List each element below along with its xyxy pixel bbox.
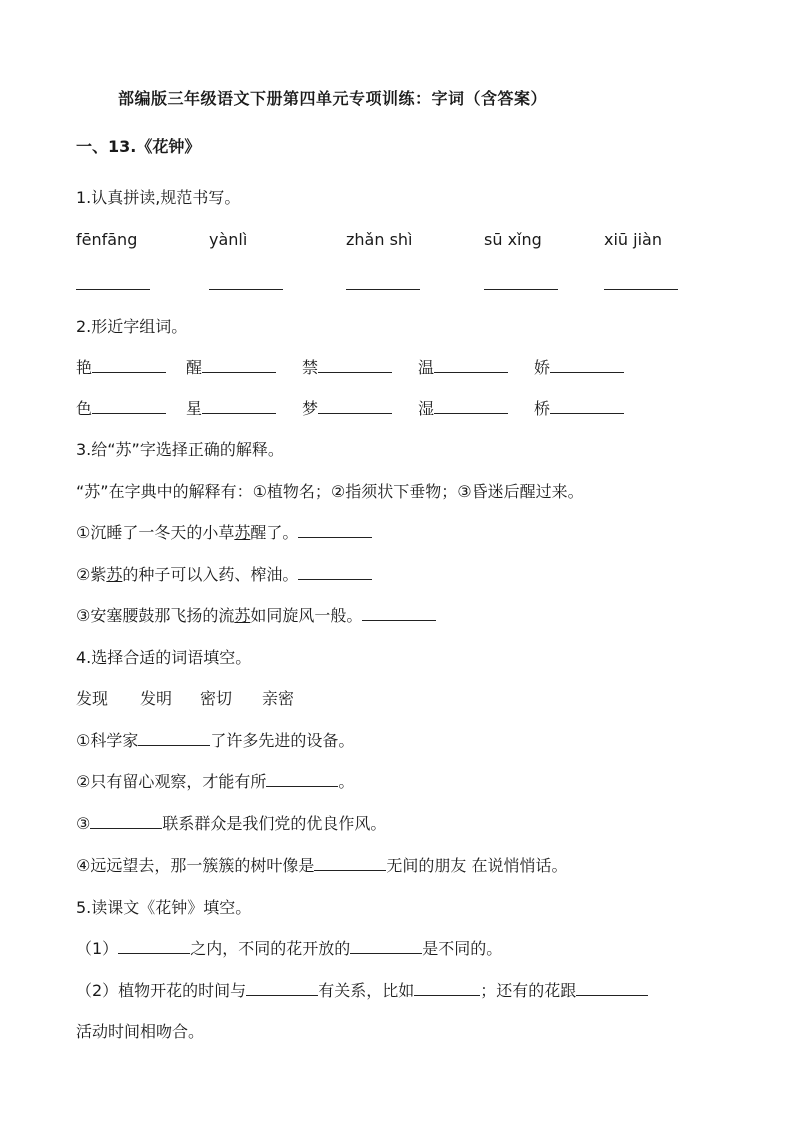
q4-sentence-2: ②只有留心观察，才能有所 。 [76,772,355,791]
q4-sentence-3: ③ 联系群众是我们党的优良作风。 [76,814,387,833]
char-item: 星 [186,398,276,420]
word-option: 发明 [140,689,173,708]
pinyin-item: fēnfāng [76,230,138,249]
q5-part-2: （2）植物开花的时间与 有关系，比如 ；还有的花跟 [76,980,648,1002]
answer-blank[interactable] [202,357,276,373]
word-option: 发现 [76,689,109,708]
answer-blank[interactable] [362,605,436,621]
char-item: 桥 [534,398,624,420]
answer-blank[interactable] [76,274,150,290]
char-item: 娇 [534,357,624,379]
pinyin-item: sū xǐng [484,230,542,249]
word-option: 密切 [200,689,233,708]
char-item: 梦 [302,398,392,420]
answer-blank[interactable] [90,813,162,829]
q5-heading: 5.读课文《花钟》填空。 [76,898,252,917]
q3-item-3: ③安塞腰鼓那飞扬的流苏如同旋风一般。 [76,605,436,627]
answer-blank[interactable] [92,357,166,373]
answer-blank[interactable] [350,938,422,954]
char-item: 湿 [418,398,508,420]
answer-blank[interactable] [118,938,190,954]
answer-blank[interactable] [209,274,283,290]
word-option: 亲密 [262,689,295,708]
q1-answer-row [0,274,794,296]
q5-part-1: （1） 之内，不同的花开放的 是不同的。 [76,939,503,958]
q3-item-1: ①沉睡了一冬天的小草苏醒了。 [76,522,372,544]
char-item: 禁 [302,357,392,379]
pinyin-item: yànlì [209,230,248,249]
q1-pinyin-row [0,229,794,251]
char-item: 艳 [76,357,166,379]
answer-blank[interactable] [138,730,210,746]
char-item: 醒 [186,357,276,379]
answer-blank[interactable] [266,771,338,787]
page-title: 部编版三年级语文下册第四单元专项训练：字词（含答案） [118,89,548,108]
answer-blank[interactable] [314,855,386,871]
q2-heading: 2.形近字组词。 [76,317,188,336]
answer-blank[interactable] [414,980,480,996]
q3-heading: 3.给“苏”字选择正确的解释。 [76,440,284,459]
answer-blank[interactable] [346,274,420,290]
answer-blank[interactable] [202,398,276,414]
pinyin-item: zhǎn shì [346,230,413,249]
underlined-char: 苏 [234,606,251,625]
answer-blank[interactable] [318,398,392,414]
q2-row-2 [0,398,794,420]
q4-heading: 4.选择合适的词语填空。 [76,648,252,667]
underlined-char: 苏 [234,523,251,542]
q3-intro: “苏”在字典中的解释有：①植物名；②指须状下垂物；③昏迷后醒过来。 [76,482,584,501]
q1-heading: 1.认真拼读,规范书写。 [76,188,241,207]
underlined-char: 苏 [106,565,123,584]
answer-blank[interactable] [318,357,392,373]
char-item: 色 [76,398,166,420]
answer-blank[interactable] [434,357,508,373]
q4-sentence-4: ④远远望去，那一簇簇的树叶像是 无间的朋友 在说悄悄话。 [76,856,568,875]
answer-blank[interactable] [576,980,648,996]
section-heading: 一、13.《花钟》 [76,137,201,156]
char-item: 温 [418,357,508,379]
q2-row-1 [0,357,794,379]
q3-item-2: ②紫苏的种子可以入药、榨油。 [76,564,372,586]
answer-blank[interactable] [484,274,558,290]
answer-blank[interactable] [246,980,318,996]
answer-blank[interactable] [298,564,372,580]
answer-blank[interactable] [92,398,166,414]
q5-part-2-continued: 活动时间相吻合。 [76,1022,205,1041]
answer-blank[interactable] [550,357,624,373]
pinyin-item: xiū jiàn [604,230,662,249]
answer-blank[interactable] [434,398,508,414]
answer-blank[interactable] [604,274,678,290]
answer-blank[interactable] [298,522,372,538]
answer-blank[interactable] [550,398,624,414]
q4-sentence-1: ①科学家 了许多先进的设备。 [76,731,355,750]
